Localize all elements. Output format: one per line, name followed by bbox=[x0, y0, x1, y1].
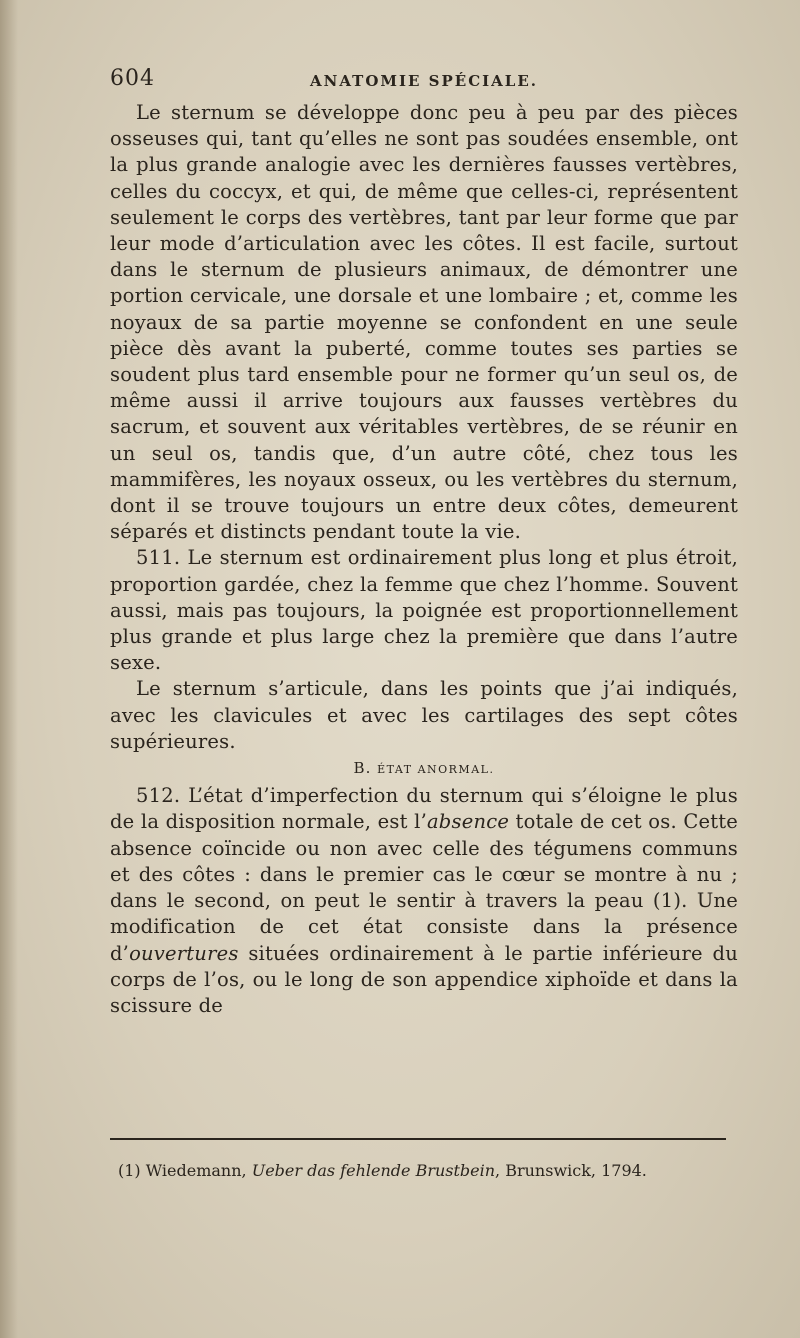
p512-text-3: situées ordinairement à le partie inférieure du corps de l’os, ou le long de son appendice xiphoïde et dans la scissure de bbox=[110, 941, 738, 1017]
paragraph-articulation: Le sternum s’articule, dans les points que j’ai indiqués, avec les clavicules et avec les cartilages des sept côtes supérieures. bbox=[110, 677, 738, 753]
paragraph-sternum-development: Le sternum se développe donc peu à peu par des pièces osseuses qui, tant qu’elles ne sont pas soudées ensemble, ont la plus grande analogie avec les dernières fausses vertèbres, celles du coccyx, et qui, de même que celles-ci, représentent seulement le corps des vertèbres, tant par leur forme que par leur mode d’articulation avec les côtes. Il est facile, surtout dans le sternum de plusieurs animaux, de démontrer une portion cervicale, une dorsale et une lombaire ; et, comme les noyaux de sa partie moyenne se confondent en une seule pièce dès avant la puberté, comme toutes ses parties se soudent plus tard ensemble pour ne former qu’un seul os, de même aussi il arrive toujours aux fausses vertèbres du sacrum, et souvent aux véritables vertèbres, de se réunir en un seul os, tandis que, d’un autre côté, chez tous les mammifères, les noyaux osseux, ou les vertèbres du sternum, dont il se trouve toujours un entre deux côtes, demeurent séparés et distincts pendant toute la vie. bbox=[110, 101, 738, 544]
section-title: ÉTAT ANORMAL. bbox=[377, 763, 495, 777]
page-number: 604 bbox=[110, 66, 155, 91]
paragraph-511: 511. Le sternum est ordinairement plus long et plus étroit, proportion gardée, chez la femme que chez l’homme. Souvent aussi, mais pas toujours, la poignée est proportionnellement plus grande et plus large chez la première que dans l’autre sexe. bbox=[110, 546, 738, 675]
footnote-marker: (1) Wiedemann, bbox=[118, 1161, 252, 1180]
section-heading bbox=[110, 755, 738, 783]
paragraph-512 bbox=[110, 783, 738, 1019]
p512-text-1: 512. L’état d’imperfection du sternum qui s’éloigne le plus de la disposition normale, est l’ bbox=[110, 784, 738, 834]
p512-ouvertures-italic: ouvertures bbox=[129, 941, 239, 965]
p512-absence-italic: absence bbox=[426, 810, 510, 834]
running-head: ANATOMIE SPÉCIALE. bbox=[309, 72, 538, 90]
footnote-rest: , Brunswick, 1794. bbox=[495, 1161, 647, 1180]
section-letter: B. bbox=[353, 759, 372, 778]
gutter-shadow bbox=[0, 0, 18, 1338]
page-header bbox=[110, 66, 738, 96]
footnote-title: Ueber das fehlende Brustbein bbox=[251, 1161, 496, 1180]
footnote bbox=[118, 1160, 738, 1182]
footnote-rule bbox=[110, 1138, 726, 1140]
body-text bbox=[110, 100, 738, 1019]
p512-text-2: totale de cet os. Cette absence coïncide ou non avec celle des tégumens communs et des côtes : dans le premier cas le cœur se montre à nu ; dans le second, on peut le sentir à travers la peau (1). Une modification de cet état consiste dans la présence d’ bbox=[110, 810, 739, 965]
